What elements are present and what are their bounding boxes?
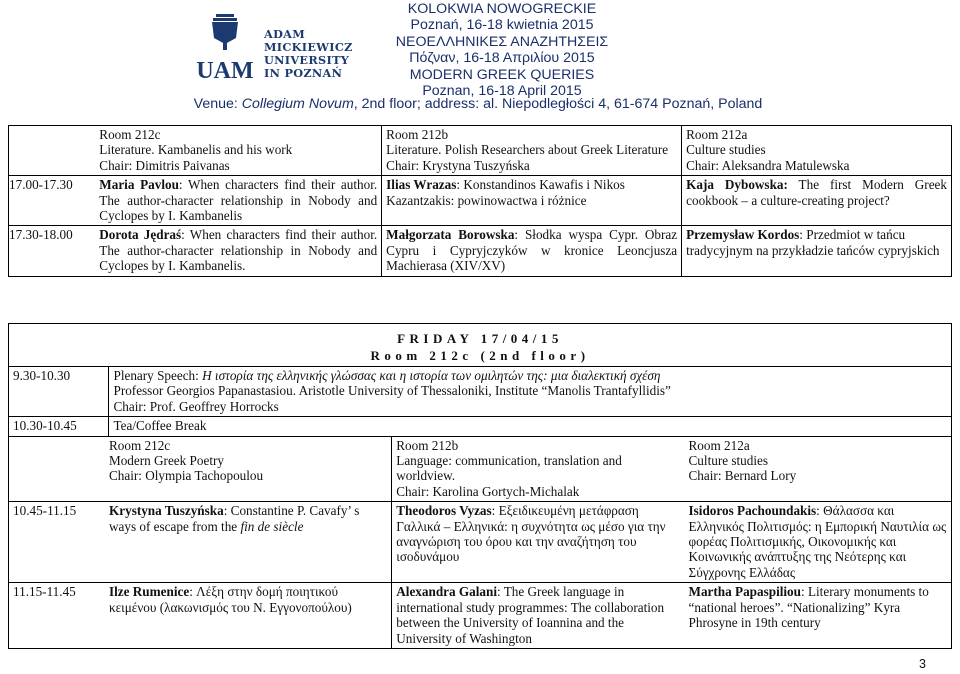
speaker-name: Alexandra Galani — [396, 584, 498, 600]
uam-logo-icon — [196, 12, 254, 82]
room-212c-header — [99, 126, 381, 176]
talk-title: The first Modern Greek cookbook – a culture-creating project? — [686, 177, 947, 208]
day-header — [9, 324, 952, 367]
session-chair: Chair: Aleksandra Matulewska — [686, 157, 850, 173]
talk-title: : Θάλασσα και Ελληνικός Πολιτισμός: η Εμπορική Ναυτιλία ως φορέας Πολιτισμικής, Οικονομικής και Κοινωνικής ανάπτυξης της Νεότερης και Σύγχρονης Ελλάδας — [688, 503, 947, 580]
talk-cell — [109, 583, 392, 649]
speaker-name: Martha Papaspiliou — [688, 584, 801, 600]
talk-title: : Przedmiot w tańcu tradycyjnym na przykładzie tańców cypryjskich — [686, 227, 940, 258]
table-row — [9, 176, 952, 226]
session-title: Culture studies — [688, 453, 769, 469]
speaker-name: Dorota Jędraś — [99, 227, 182, 243]
talk-title: : The Greek language in international study programmes: The collaboration between the University of Ioannina and the University of Washington — [396, 584, 665, 646]
session-title: Literature. Polish Researchers about Greek Literature — [386, 142, 669, 158]
table-row — [9, 126, 952, 176]
room-212b-header — [392, 436, 685, 502]
venue-line — [188, 97, 768, 112]
plenary-speaker: Professor Georgios Papanastasiou. Aristotle University of Thessaloniki, Institute “Manolis Trantafyllidis” — [113, 383, 671, 399]
time-slot: 10.45-11.15 — [9, 502, 109, 583]
session-chair: Chair: Karolina Gortych-Michalak — [396, 483, 580, 499]
talk-title: : Λέξη στην δομή ποιητικού κειμένου (λακωνισμός του Ν. Εγγονοπούλου) — [108, 584, 352, 615]
talk-title-italic: fin de siècle — [240, 518, 304, 534]
schedule-table-thursday — [8, 125, 952, 277]
speaker-name: Przemysław Kordos — [686, 227, 800, 243]
talk-title: : Konstandinos Kawafis i Nikos Kazantzakis: powinowactwa i różnice — [386, 177, 625, 208]
day-room: Room 212c (2nd floor) — [370, 348, 590, 363]
plenary-talk-title: Η ιστορία της ελληνικής γλώσσας και η ιστορία των ομιλητών της: μια διαλεκτική σχέση — [202, 368, 661, 383]
room-name: Room 212c — [108, 437, 171, 453]
date-line-en: Poznan, 16-18 April 2015 — [422, 83, 582, 100]
title-line-gr: ΝΕΟΕΛΛΗΝΙΚΕΣ ΑΝΑΖΗΤΗΣΕΙΣ — [395, 33, 609, 50]
talk-cell — [99, 226, 381, 276]
talk-title: : When characters find their author. The author-character relationship in Nobody and Cyclopes by I. Kambanelis. — [99, 227, 378, 274]
plenary-cell — [109, 367, 952, 417]
title-line-en: MODERN GREEK QUERIES — [409, 66, 595, 83]
speaker-name: Theodoros Vyzas — [396, 503, 492, 519]
room-name: Room 212b — [396, 437, 459, 453]
speaker-name: Isidoros Pachoundakis — [688, 503, 817, 519]
room-name: Room 212a — [686, 127, 748, 142]
session-title: Language: communication, translation and worldview. — [396, 453, 622, 484]
session-chair: Chair: Dimitris Paivanas — [99, 157, 230, 173]
talk-title: : Εξειδικευμένη μετάφραση Γαλλικά – Ελληνικά: η συχνότητα ως μέσο για την αναγνώριση του όρου και την αναζήτηση του ισοδυνάμου — [396, 503, 666, 565]
university-name-line-2: UNIVERSITY — [264, 53, 350, 67]
plenary-label: Plenary Speech: — [113, 368, 203, 383]
conference-title — [372, 1, 632, 99]
time-cell — [9, 436, 109, 502]
talk-cell — [682, 176, 952, 226]
room-212b-header — [382, 126, 682, 176]
table-row — [9, 436, 952, 502]
venue-address: , 2nd floor; address: al. Niepodległości 4, 61-674 Poznań, Poland — [353, 96, 763, 112]
time-slot: 9.30-10.30 — [9, 367, 109, 417]
talk-title: : Słodka wyspa Cypr. Obraz Cypru i Cypryjczyków w kronice Leoncjusza Machierasa (XIV/XV) — [386, 227, 678, 274]
session-title: Culture studies — [686, 142, 766, 158]
speaker-name: Ilze Rumenice — [108, 584, 190, 600]
talk-cell — [682, 226, 952, 276]
room-212a-header — [685, 436, 952, 502]
talk-cell — [109, 502, 392, 583]
talk-cell — [382, 176, 682, 226]
talk-title: : When characters find their author. The author-character relationship in Nobody and Cyclopes by I. Kambanelis — [99, 177, 378, 224]
talk-cell — [685, 583, 952, 649]
time-slot: 11.15-11.45 — [9, 583, 109, 649]
date-line-gr: Πόζναν, 16-18 Απριλίου 2015 — [409, 50, 595, 67]
table-row — [9, 502, 952, 583]
talk-cell — [99, 176, 381, 226]
room-name: Room 212a — [688, 437, 750, 453]
time-cell — [9, 126, 100, 176]
venue-building: Collegium Novum — [241, 96, 354, 112]
talk-title: : Constantine P. Cavafy’ s ways of escape from the — [108, 503, 360, 534]
plenary-chair: Chair: Prof. Geoffrey Horrocks — [113, 398, 279, 414]
time-slot: 17.30-18.00 — [9, 226, 100, 276]
room-name: Room 212b — [386, 127, 449, 142]
talk-cell — [392, 502, 685, 583]
table-row — [9, 324, 952, 367]
room-name: Room 212c — [99, 127, 161, 142]
speaker-name: Maria Pavlou — [99, 177, 179, 193]
session-title: Literature. Kambanelis and his work — [99, 142, 293, 158]
session-chair: Chair: Olympia Tachopoulou — [108, 468, 264, 484]
speaker-name: Kaja Dybowska: — [686, 177, 788, 193]
table-row — [9, 226, 952, 276]
time-slot: 10.30-10.45 — [9, 417, 109, 436]
room-212c-header — [109, 436, 392, 502]
university-name-line-1: ADAM MICKIEWICZ — [264, 27, 353, 54]
break-label: Tea/Coffee Break — [109, 417, 952, 436]
talk-cell — [685, 502, 952, 583]
logo-mark-text: UAM — [196, 58, 254, 82]
session-chair: Chair: Bernard Lory — [688, 468, 797, 484]
venue-prefix: Venue: — [193, 96, 242, 112]
speaker-name: Krystyna Tuszyńska — [108, 503, 224, 519]
talk-title: : Literary monuments to “national heroes”. “Nationalizing” Kyra Phrosyne in 19th century — [688, 584, 929, 631]
title-line-pl: KOLOKWIA NOWOGRECKIE — [407, 1, 597, 17]
session-chair: Chair: Krystyna Tuszyńska — [386, 157, 530, 173]
speaker-name: Małgorzata Borowska — [386, 227, 515, 243]
university-name-line-3: IN POZNAŃ — [264, 66, 343, 80]
room-212a-header — [682, 126, 952, 176]
university-logo — [196, 8, 366, 88]
day-title: FRIDAY 17/04/15 — [397, 331, 563, 346]
speaker-name: Ilias Wrazas — [386, 177, 457, 193]
date-line-pl: Poznań, 16-18 kwietnia 2015 — [410, 17, 594, 34]
page-number: 3 — [919, 657, 926, 671]
time-slot: 17.00-17.30 — [9, 176, 100, 226]
table-row — [9, 583, 952, 649]
talk-cell — [392, 583, 685, 649]
table-row — [9, 417, 952, 436]
university-name — [264, 28, 366, 80]
plenary-title — [113, 368, 947, 383]
talk-cell — [382, 226, 682, 276]
session-title: Modern Greek Poetry — [108, 453, 224, 469]
schedule-table-friday — [8, 323, 952, 649]
table-row — [9, 367, 952, 417]
